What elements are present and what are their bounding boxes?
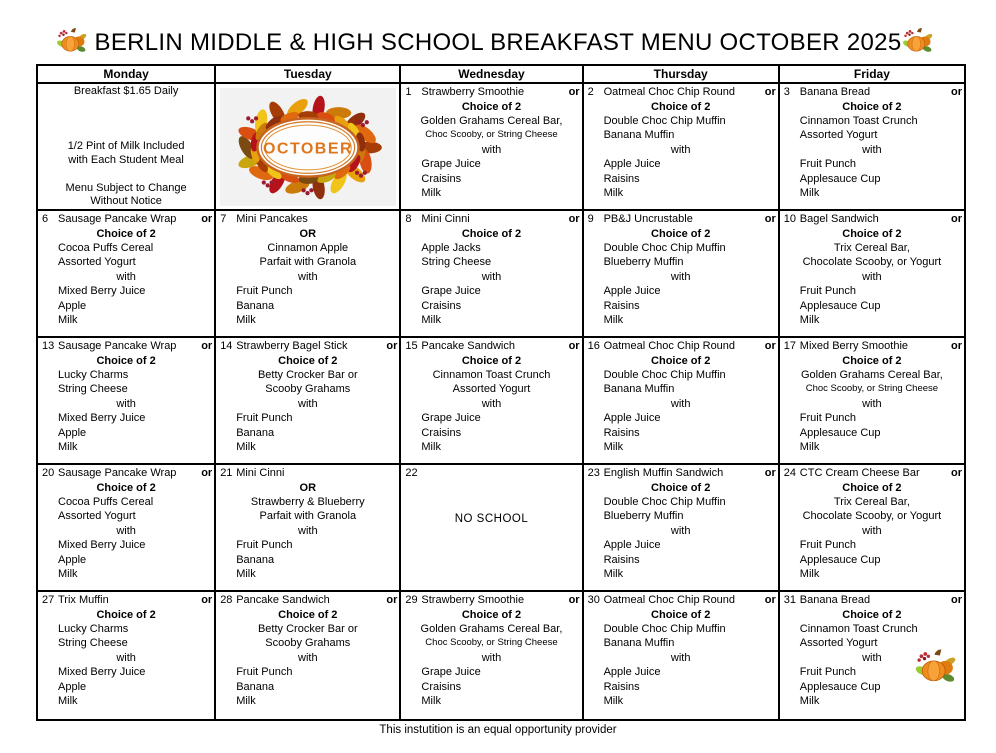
menu-cell-day-21 [216,465,401,592]
or-label: or [951,86,962,98]
or-label: or [764,467,776,479]
menu-item: Milk [799,695,820,708]
menu-item: with [481,397,502,410]
day-number: 17 [783,340,797,352]
day-title-line [780,466,964,481]
day-number: 23 [587,467,600,479]
menu-item: Milk [58,314,78,327]
or-label: or [764,86,776,98]
menu-item: Applesauce Cup [799,299,881,312]
day-title-line [401,466,581,481]
day-number: 24 [783,467,797,479]
menu-item: Banana Muffin [603,129,675,142]
menu-item: with [298,651,318,664]
menu-item: Fruit Punch [799,539,857,552]
menu-item: Raisins [603,553,640,566]
day-title-line [584,593,778,608]
choice-label: OR [299,481,317,494]
menu-item: Milk [58,568,78,581]
menu-item: Chocolate Scooby, or Yogurt [802,510,942,523]
menu-item: Parfait with Granola [259,256,357,269]
menu-item: with [116,651,136,664]
menu-item: Double Choc Chip Muffin [603,623,726,635]
menu-item: Parfait with Granola [259,510,357,523]
menu-title: Mini Cinni [236,467,285,479]
menu-item: Raisins [603,680,640,693]
menu-item: Fruit Punch [236,412,293,425]
menu-item: Cocoa Puffs Cereal [58,496,154,508]
menu-cell-day-8 [401,211,583,338]
menu-item: Apple Juice [603,666,661,679]
info-line: Without Notice [90,195,162,208]
menu-item: Assorted Yogurt [58,256,136,269]
menu-cell-day-3 [780,84,964,211]
menu-cell-day-15 [401,338,583,465]
menu-title: Mixed Berry Smoothie [799,340,909,352]
menu-cell-day-6 [38,211,216,338]
menu-item: Milk [236,314,256,327]
menu-cell-day-10 [780,211,964,338]
menu-item: Apple Juice [603,285,661,298]
menu-item: Grape Juice [421,666,481,679]
day-number: 15 [405,340,418,352]
menu-cell-day-9 [584,211,780,338]
pumpkin-icon [901,26,935,56]
menu-item: Mixed Berry Juice [58,539,146,552]
menu-item: Fruit Punch [236,539,293,552]
or-label: or [568,213,580,225]
column-header-thursday: Thursday [584,66,780,82]
menu-item: Raisins [603,426,640,439]
menu-item: Milk [799,568,820,581]
menu-table-body [38,84,964,719]
menu-title: Oatmeal Choc Chip Round [603,594,736,606]
choice-label: Choice of 2 [842,608,902,621]
menu-item: Applesauce Cup [799,426,881,439]
menu-item: Milk [799,314,820,327]
menu-item: Blueberry Muffin [603,510,684,523]
day-title-line [216,593,399,608]
day-number: 21 [220,467,233,479]
menu-item: with [670,524,691,537]
menu-title: Sausage Pancake Wrap [58,340,177,352]
column-header-tuesday: Tuesday [216,66,401,82]
menu-item: Fruit Punch [236,285,293,298]
menu-item: Milk [603,695,624,708]
menu-item: Betty Crocker Bar or [257,623,358,635]
menu-item: String Cheese [421,256,492,269]
menu-item: with [298,270,318,283]
menu-item: Milk [603,187,624,200]
choice-label: Choice of 2 [651,100,711,113]
menu-item: Milk [58,441,78,454]
menu-item: String Cheese [58,637,128,650]
menu-item: Double Choc Chip Muffin [603,115,726,127]
menu-title: Pancake Sandwich [421,340,515,352]
day-number: 27 [42,594,55,606]
menu-item: Golden Grahams Cereal Bar, [420,623,563,635]
menu-item: with [862,397,882,410]
no-school-cell [401,465,583,592]
menu-item: Assorted Yogurt [58,510,136,523]
info-line [38,99,214,113]
menu-item: Mixed Berry Juice [58,412,146,425]
menu-cell-day-24 [780,465,964,592]
pumpkin-icon [901,26,935,56]
info-line: Menu Subject to Change [65,181,187,194]
menu-item: Craisins [421,680,462,693]
day-title-line [38,466,214,481]
day-title-line [216,466,399,481]
menu-item: Milk [421,441,441,454]
day-title-line [401,593,581,608]
menu-cell-day-7 [216,211,401,338]
menu-item: Banana [236,553,275,566]
menu-title: Sausage Pancake Wrap [58,213,177,225]
day-number: 20 [42,467,55,479]
or-label: or [951,340,962,352]
day-number: 22 [405,467,418,479]
menu-item: Milk [236,568,256,581]
menu-title: Oatmeal Choc Chip Round [603,340,736,352]
menu-item: with [481,143,502,156]
menu-item: with [862,651,882,664]
info-line: 1/2 Pint of Milk Included [67,140,185,153]
choice-label: Choice of 2 [96,481,156,494]
menu-item: Milk [603,568,624,581]
menu-cell-day-27 [38,592,216,719]
menu-item: Lucky Charms [58,369,129,381]
day-number: 28 [220,594,233,606]
menu-cell-day-17 [780,338,964,465]
menu-title: Banana Bread [799,594,871,606]
menu-item: with [116,270,136,283]
menu-title: CTC Cream Cheese Bar [799,467,920,479]
menu-item: Banana [236,299,275,312]
menu-item: Apple [58,299,87,312]
day-number: 30 [587,594,600,606]
menu-item: Apple [58,426,87,439]
menu-item: Apple Juice [603,158,661,171]
day-title-line [780,212,964,227]
october-image-cell [216,84,401,211]
menu-item: with [481,651,502,664]
menu-item: with [670,397,691,410]
menu-item: with [670,651,691,664]
menu-cell-day-23 [584,465,780,592]
menu-item: Blueberry Muffin [603,256,684,269]
choice-label: Choice of 2 [842,100,902,113]
info-line: with Each Student Meal [68,153,184,166]
menu-item: Raisins [603,172,640,185]
menu-item: Milk [799,187,820,200]
day-title-line [216,339,399,354]
menu-item: Apple Juice [603,539,661,552]
october-wreath-image [220,88,396,206]
day-title-line [216,212,399,227]
menu-item: Choc Scooby, or String Cheese [805,383,939,395]
choice-label: Choice of 2 [842,481,902,494]
choice-label: Choice of 2 [278,354,338,367]
menu-title: Bagel Sandwich [799,213,879,225]
pumpkin-icon [55,26,89,56]
menu-item: with [116,524,136,537]
menu-item: Mixed Berry Juice [58,285,146,298]
column-header-wednesday: Wednesday [401,66,583,82]
info-line [38,126,214,140]
menu-table-header [38,66,964,84]
column-header-monday: Monday [38,66,216,82]
day-number: 10 [783,213,797,225]
menu-item: Fruit Punch [236,666,293,679]
choice-label: OR [299,227,317,240]
menu-item: Chocolate Scooby, or Yogurt [802,256,942,269]
menu-title: English Muffin Sandwich [603,467,724,479]
choice-label: Choice of 2 [651,354,711,367]
menu-table [36,64,966,721]
menu-item: Choc Scooby, or String Cheese [425,129,558,141]
menu-cell-day-16 [584,338,780,465]
day-title-line [780,85,964,100]
or-label: or [568,594,580,606]
or-label: or [568,86,580,98]
day-number: 31 [783,594,797,606]
day-number: 29 [405,594,418,606]
menu-item: with [298,397,318,410]
october-label: OCTOBER [263,138,354,157]
menu-item: Golden Grahams Cereal Bar, [420,115,563,127]
menu-item: Cinnamon Toast Crunch [432,369,551,381]
menu-item: Milk [603,314,624,327]
menu-title: Mini Cinni [421,213,470,225]
day-title-line [584,339,778,354]
menu-title: Strawberry Bagel Stick [236,340,348,352]
menu-item: Betty Crocker Bar or [257,369,358,381]
menu-item: Double Choc Chip Muffin [603,369,726,381]
menu-item: with [862,270,882,283]
menu-item: Apple Juice [603,412,661,425]
price-info-cell [38,84,216,211]
menu-item: Milk [236,695,256,708]
menu-item: Milk [799,441,820,454]
choice-label: Choice of 2 [461,100,522,113]
menu-cell-day-28 [216,592,401,719]
choice-label: Choice of 2 [278,608,338,621]
menu-item: Fruit Punch [799,285,857,298]
menu-cell-day-29 [401,592,583,719]
menu-item: Applesauce Cup [799,680,881,693]
day-title-line [38,339,214,354]
menu-item: Applesauce Cup [799,172,881,185]
or-label: or [201,467,213,479]
menu-item: with [670,143,691,156]
day-title-line [38,593,214,608]
menu-item: Cinnamon Apple [267,242,349,254]
info-line [38,113,214,127]
menu-item: Apple [58,680,87,693]
day-number: 6 [42,213,49,225]
menu-item: Choc Scooby, or String Cheese [425,637,558,649]
menu-title: Mini Pancakes [236,213,308,225]
menu-cell-day-13 [38,338,216,465]
day-title-line [780,593,964,608]
menu-item: Grape Juice [421,158,481,171]
menu-item: Raisins [603,299,640,312]
menu-item: Trix Cereal Bar, [833,242,910,254]
menu-item: Craisins [421,426,462,439]
pumpkin-icon [913,647,959,687]
day-number: 8 [405,213,412,225]
menu-item: Trix Cereal Bar, [833,496,910,508]
menu-item: Cinnamon Toast Crunch [799,623,918,635]
menu-item: Milk [58,695,78,708]
menu-item: Banana Muffin [603,383,675,396]
menu-item: with [481,270,502,283]
menu-cell-day-2 [584,84,780,211]
or-label: or [386,340,398,352]
menu-item: Double Choc Chip Muffin [603,242,726,254]
or-label: or [201,213,213,225]
menu-item: Scooby Grahams [265,637,351,650]
choice-label: Choice of 2 [461,608,522,621]
day-title-line [584,212,778,227]
menu-item: Banana Muffin [603,637,675,650]
menu-item: with [116,397,136,410]
menu-item: Fruit Punch [799,158,857,171]
menu-item: Milk [421,695,441,708]
menu-cell-day-30 [584,592,780,719]
menu-item: Assorted Yogurt [799,129,878,142]
day-title-line [401,212,581,227]
or-label: or [568,340,580,352]
menu-item: Scooby Grahams [265,383,351,396]
day-title-line [584,466,778,481]
menu-item: Grape Juice [421,412,481,425]
or-label: or [201,340,213,352]
menu-title: Pancake Sandwich [236,594,330,606]
day-title-line [584,85,778,100]
menu-item: Apple [58,553,87,566]
day-title-line [780,339,964,354]
choice-label: Choice of 2 [651,608,711,621]
or-label: or [951,213,962,225]
or-label: or [951,467,962,479]
menu-item: Double Choc Chip Muffin [603,496,726,508]
column-header-friday: Friday [853,67,890,81]
menu-title: Trix Muffin [58,594,109,606]
menu-item: Assorted Yogurt [799,637,878,650]
day-number: 3 [783,86,790,98]
menu-item: Craisins [421,299,462,312]
choice-label: Choice of 2 [96,354,156,367]
day-number: 7 [220,213,227,225]
menu-item: Banana [236,680,275,693]
menu-item: with [298,524,318,537]
menu-item: Milk [603,441,624,454]
or-label: or [764,340,776,352]
menu-item: Applesauce Cup [799,553,881,566]
menu-item: Golden Grahams Cereal Bar, [800,369,943,381]
day-title-line [401,85,581,100]
info-line [38,168,214,182]
menu-title: Oatmeal Choc Chip Round [603,86,736,98]
menu-cell-day-31 [780,592,964,719]
or-label: or [764,213,776,225]
day-number: 16 [587,340,600,352]
menu-title: Strawberry Smoothie [421,86,525,98]
menu-item: Apple Jacks [421,242,481,254]
day-number: 1 [405,86,412,98]
menu-item: String Cheese [58,383,128,396]
choice-label: Choice of 2 [651,481,711,494]
menu-item: Milk [236,441,256,454]
menu-item: with [862,143,882,156]
menu-item: Fruit Punch [799,412,857,425]
or-label: or [386,594,398,606]
or-label: or [951,594,962,606]
equal-opportunity-footer: This instutition is an equal opportunity provider [379,724,617,736]
menu-item: Craisins [421,172,462,185]
day-title-line [401,339,581,354]
day-title-line [38,212,214,227]
day-number: 2 [587,86,594,98]
menu-item: Fruit Punch [799,666,857,679]
menu-title: Sausage Pancake Wrap [58,467,177,479]
menu-item: Milk [421,314,441,327]
menu-item: Milk [421,187,441,200]
menu-title: PB&J Uncrustable [603,213,693,225]
choice-label: Choice of 2 [461,354,522,367]
pumpkin-icon [55,26,89,56]
choice-label: Choice of 2 [96,227,156,240]
choice-label: Choice of 2 [96,608,156,621]
menu-item: Assorted Yogurt [452,383,531,396]
info-line: Breakfast $1.65 Daily [73,85,179,97]
menu-item: Mixed Berry Juice [58,666,146,679]
menu-item: Grape Juice [421,285,481,298]
menu-item: with [670,270,691,283]
day-number: 13 [42,340,55,352]
choice-label: Choice of 2 [461,227,522,240]
day-number: 9 [587,213,594,225]
menu-item: Lucky Charms [58,623,129,635]
menu-item: Cinnamon Toast Crunch [799,115,918,127]
menu-item: with [862,524,882,537]
day-number: 14 [220,340,233,352]
menu-cell-day-20 [38,465,216,592]
menu-cell-day-14 [216,338,401,465]
or-label: or [764,594,776,606]
or-label: or [201,594,213,606]
choice-label: Choice of 2 [842,227,902,240]
page-title: BERLIN MIDDLE & HIGH SCHOOL BREAKFAST MENU OCTOBER 2025 [94,29,902,56]
no-school-label: NO SCHOOL [454,513,529,525]
choice-label: Choice of 2 [842,354,902,367]
choice-label: Choice of 2 [651,227,711,240]
menu-title: Banana Bread [799,86,871,98]
menu-title: Strawberry Smoothie [421,594,525,606]
menu-cell-day-1 [401,84,583,211]
menu-item: Cocoa Puffs Cereal [58,242,154,254]
menu-item: Strawberry & Blueberry [250,496,365,508]
october-leaf-wreath [223,89,393,206]
menu-item: Banana [236,426,275,439]
